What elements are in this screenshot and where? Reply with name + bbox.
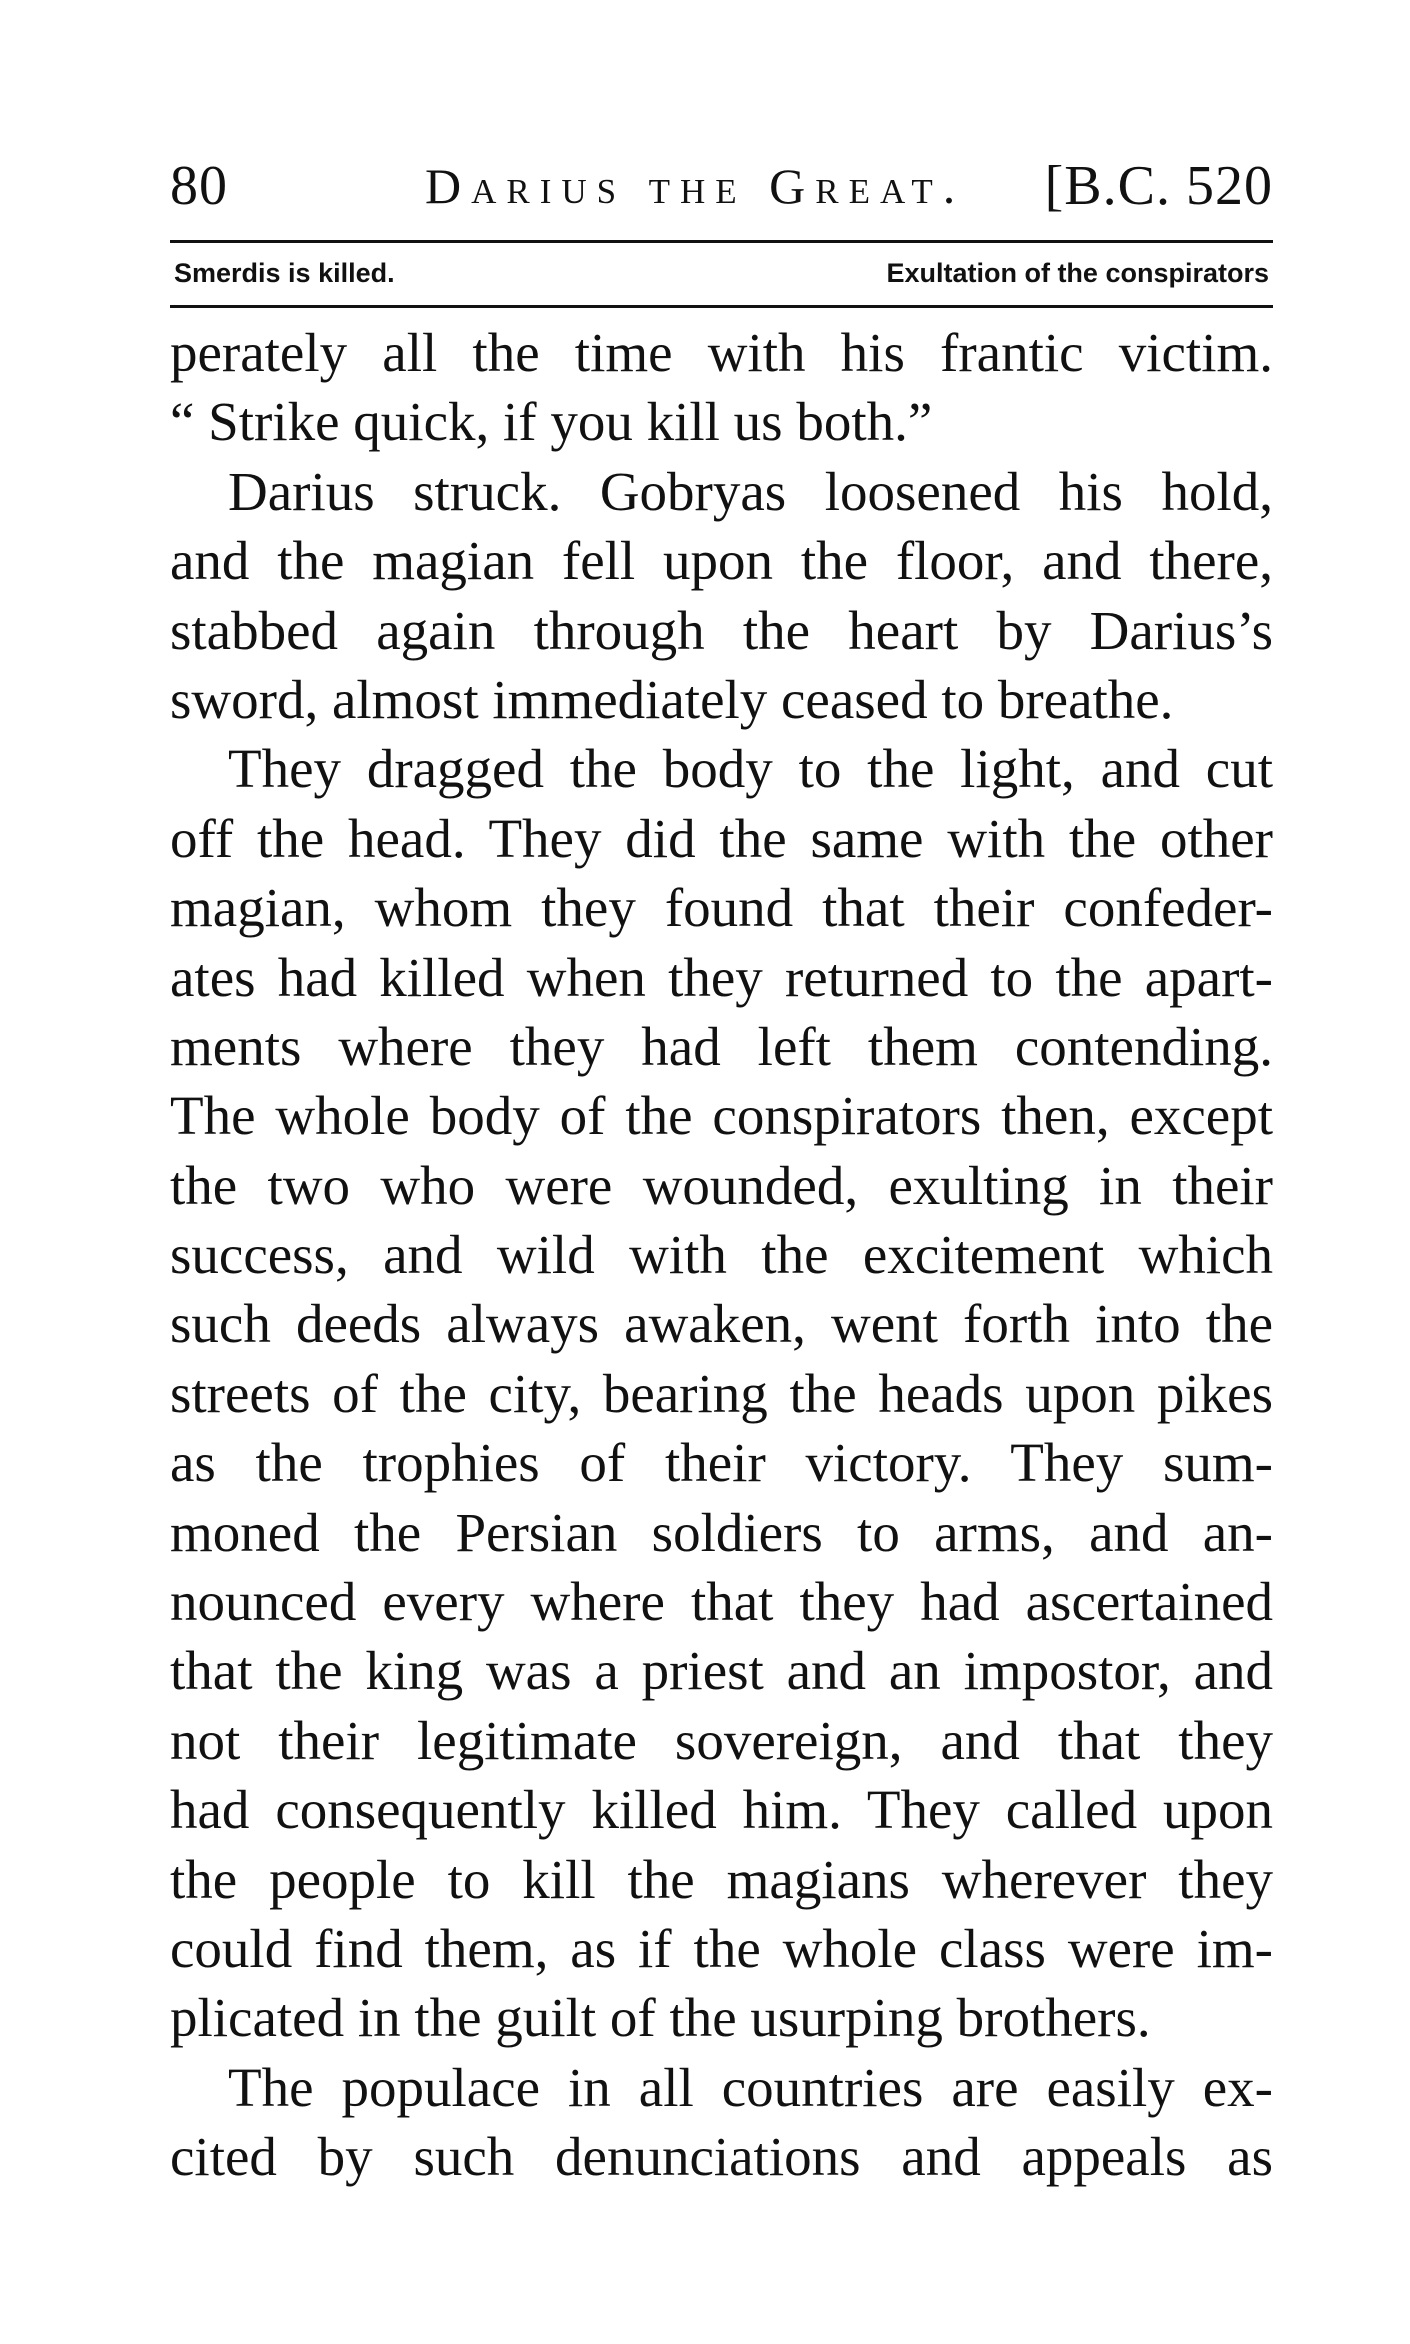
text-line: that the king was a priest and an impostor, and: [170, 1640, 1273, 1702]
text-line: and the magian fell upon the floor, and there,: [170, 530, 1273, 592]
text-line: such deeds always awaken, went forth into the: [170, 1293, 1273, 1355]
text-line: as the trophies of their victory. They sum-: [170, 1432, 1273, 1494]
side-notes: [170, 250, 1273, 296]
running-head: [170, 150, 1273, 230]
text-line: off the head. They did the same with the other: [170, 807, 1273, 869]
header-rule-bottom: [170, 305, 1273, 308]
body-text: [170, 318, 1273, 2192]
text-line: had consequently killed him. They called upon: [170, 1779, 1273, 1841]
side-note-left: Smerdis is killed.: [174, 258, 395, 288]
text-line: moned the Persian soldiers to arms, and an-: [170, 1501, 1273, 1563]
running-title: Darius the Great.: [425, 158, 966, 214]
text-line: The populace in all countries are easily ex-: [228, 2056, 1273, 2118]
text-line: the people to kill the magians wherever they: [170, 1848, 1273, 1910]
text-line: nounced every where that they had ascertained: [170, 1571, 1273, 1633]
text-line: the two who were wounded, exulting in their: [170, 1154, 1273, 1216]
side-note-right: Exultation of the conspirators: [886, 258, 1269, 288]
text-line: perately all the time with his frantic victim.: [170, 322, 1273, 383]
text-line: plicated in the guilt of the usurping brothers.: [170, 1987, 1151, 2049]
text-line: success, and wild with the excitement which: [170, 1224, 1273, 1286]
text-line: ates had killed when they returned to the apart-: [170, 946, 1273, 1008]
date-range: [B.C. 520: [1044, 155, 1273, 217]
text-line: Darius struck. Gobryas loosened his hold,: [228, 460, 1273, 522]
text-line: They dragged the body to the light, and cut: [228, 738, 1273, 800]
text-line: not their legitimate sovereign, and that they: [170, 1709, 1273, 1771]
header-rule-top: [170, 240, 1273, 243]
text-line: sword, almost immediately ceased to breathe.: [170, 668, 1174, 730]
text-line: “ Strike quick, if you kill us both.”: [170, 391, 933, 453]
text-line: The whole body of the conspirators then, except: [170, 1085, 1273, 1147]
text-line: streets of the city, bearing the heads upon pikes: [170, 1362, 1273, 1424]
text-line: magian, whom they found that their confeder-: [170, 877, 1273, 939]
text-line: stabbed again through the heart by Darius’s: [170, 599, 1273, 661]
text-line: cited by such denunciations and appeals as: [170, 2126, 1273, 2188]
page-number: 80: [170, 155, 228, 217]
text-line: could find them, as if the whole class were im-: [170, 1917, 1273, 1979]
text-line: ments where they had left them contending.: [170, 1015, 1273, 1077]
